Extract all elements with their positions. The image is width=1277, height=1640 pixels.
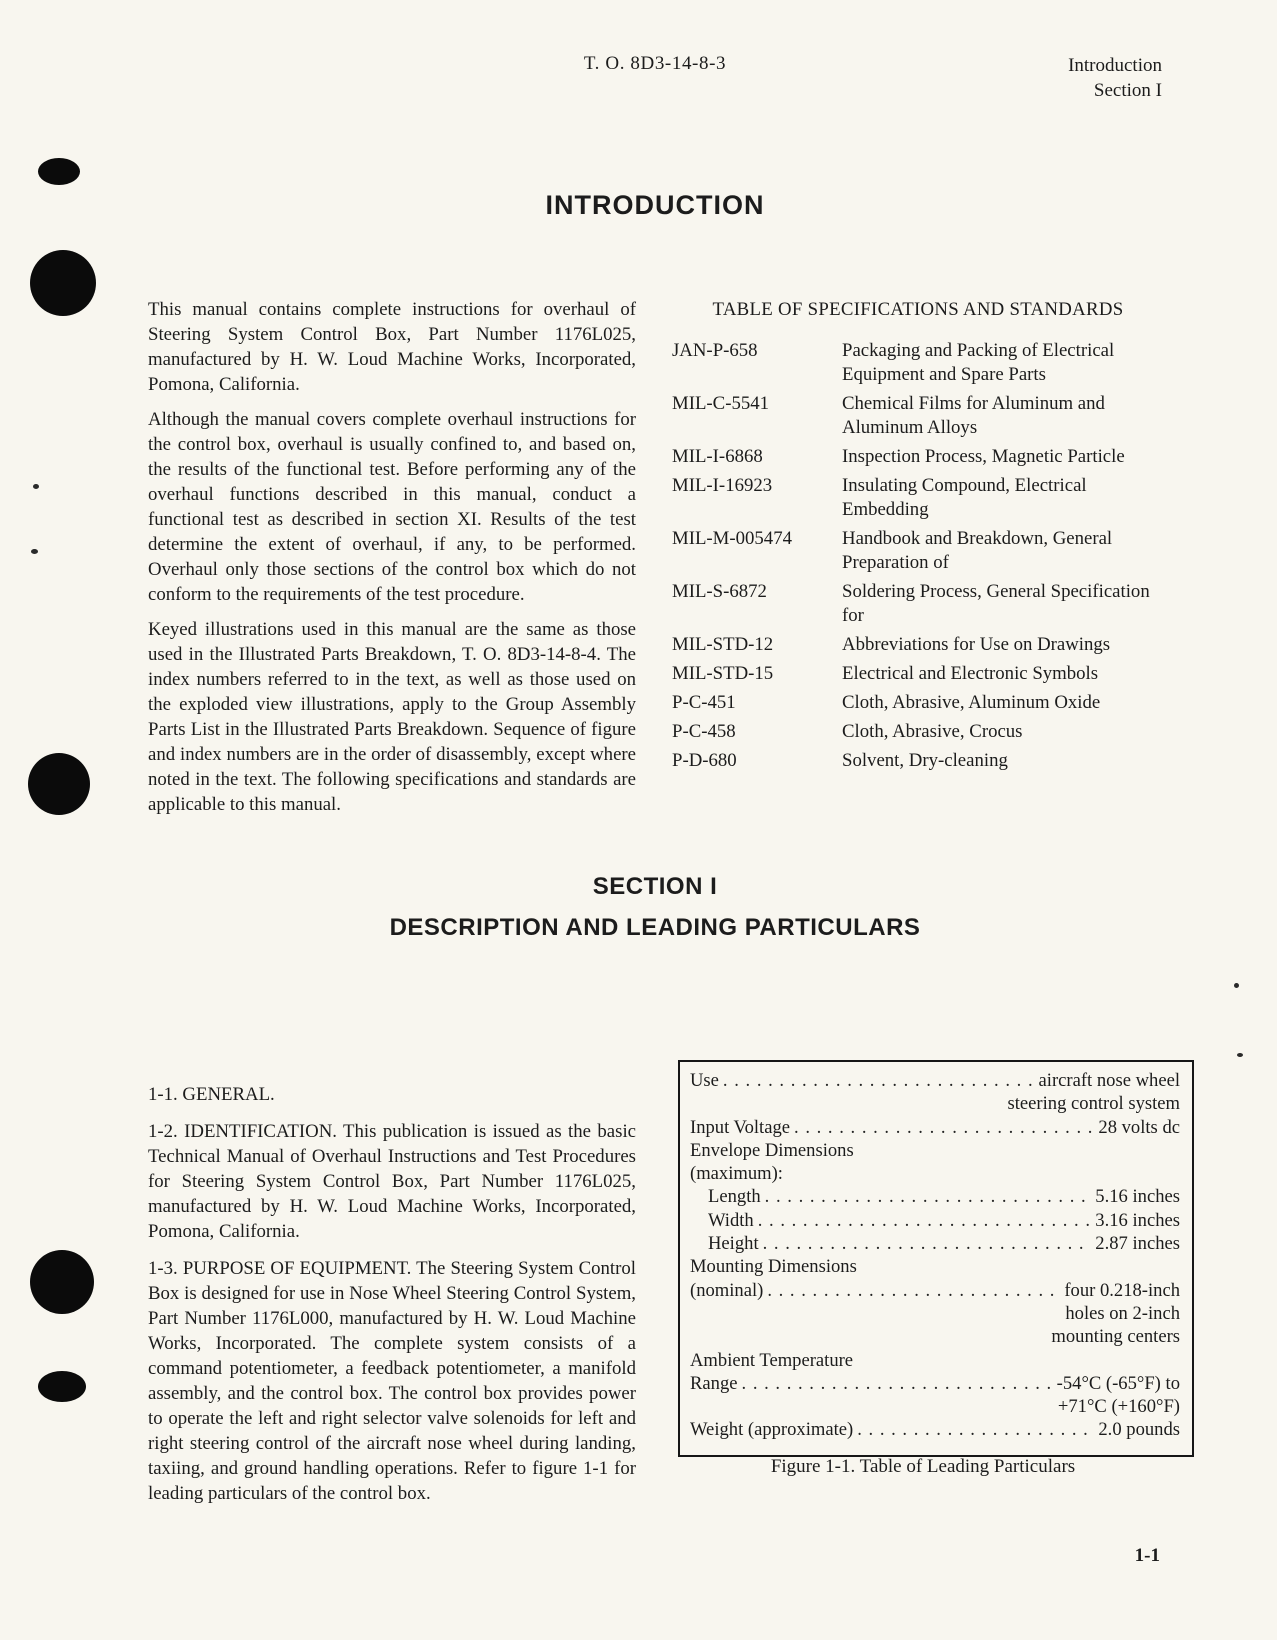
particular-row-height [690, 1232, 1180, 1255]
particular-value: 2.0 pounds [1098, 1419, 1180, 1441]
spec-description: Handbook and Breakdown, General Preparation of [842, 528, 1113, 573]
particular-label: (nominal) [690, 1279, 764, 1301]
dotted-leader [742, 1372, 1053, 1395]
spec-number: MIL-C-5541 [672, 393, 770, 414]
binder-hole-mark [30, 250, 96, 316]
section1-text-column [148, 1082, 636, 1518]
dotted-leader [765, 1185, 1092, 1208]
particular-label: Length [708, 1186, 761, 1208]
particular-row-nominal-cont [690, 1325, 1180, 1348]
dotted-leader [794, 1116, 1094, 1139]
particular-value: steering control system [1007, 1093, 1180, 1115]
section-title-heading: DESCRIPTION AND LEADING PARTICULARS [389, 914, 921, 941]
spec-description: Solvent, Dry-cleaning [842, 750, 1008, 771]
section-number-heading: SECTION I [592, 873, 718, 900]
header-section-label [1068, 53, 1162, 103]
particular-row-length [690, 1185, 1180, 1208]
spec-row [672, 691, 1164, 715]
spec-row [672, 339, 1164, 387]
dotted-leader [767, 1279, 1060, 1302]
spec-row [672, 392, 1164, 440]
leading-particulars-table [678, 1060, 1194, 1457]
particular-label: Height [708, 1233, 759, 1255]
intro-text-column [148, 297, 636, 827]
particular-row-envelope-dimensions [690, 1139, 1180, 1162]
spec-number: JAN-P-658 [672, 340, 758, 361]
particular-row-maximum [690, 1162, 1180, 1185]
spec-description: Inspection Process, Magnetic Particle [842, 446, 1125, 467]
paragraph-1-3-purpose: 1-3. PURPOSE OF EQUIPMENT. The Steering System Control Box is designed for use in Nose Wheel Steering Control System, Part Number 1176L000, manufactured by H. W. Loud Machine Works, Incorporated. The complete system consists of a command potentiometer, a feedback potentiometer, a manifold assembly, and the control box. The control box provides power to operate the left and right selector valve solenoids for left and right steering control of the aircraft nose wheel during landing, taxiing, and ground handling operations. Refer to figure 1-1 for leading particulars of the control box. [148, 1258, 636, 1504]
dotted-leader [857, 1418, 1094, 1441]
particular-label: Weight (approximate) [690, 1419, 854, 1441]
paragraph-1-2-identification: 1-2. IDENTIFICATION. This publication is issued as the basic Technical Manual of Overhaul Instructions and Test Procedures for Steering System Control Box, Part Number 1176L025, manufactured by H. W. Loud Machine Works, Incorporated, Pomona, California. [148, 1121, 636, 1242]
particular-row-width [690, 1209, 1180, 1232]
spec-description: Electrical and Electronic Symbols [842, 663, 1099, 684]
spec-number: MIL-I-6868 [672, 446, 763, 467]
particular-row-input-voltage [690, 1116, 1180, 1139]
spec-description: Soldering Process, General Specification for [842, 581, 1150, 626]
spec-number: P-C-451 [672, 692, 736, 713]
particular-value: -54°C (-65°F) to [1056, 1372, 1180, 1394]
spec-row [672, 633, 1164, 657]
binder-hole-mark [38, 158, 80, 185]
spec-row [672, 445, 1164, 469]
spec-row [672, 474, 1164, 522]
particular-row-range [690, 1372, 1180, 1395]
intro-paragraph: This manual contains complete instructions for overhaul of Steering System Control Box, Part Number 1176L025, manufactured by H. W. Loud Machine Works, Incorporated, Pomona, California. [148, 299, 636, 395]
spec-row [672, 749, 1164, 773]
page-number: 1-1 [1134, 1545, 1160, 1566]
particular-row-mounting-dimensions [690, 1255, 1180, 1278]
particular-label: (maximum): [690, 1163, 783, 1185]
intro-paragraph: Keyed illustrations used in this manual are the same as those used in the Illustrated Parts Breakdown, T. O. 8D3-14-8-4. The index numbers referred to in the text, as well as those used on the exploded view illustrations, apply to the Group Assembly Parts List in the Illustrated Parts Breakdown. Sequence of figure and index numbers are in the order of disassembly, except where noted in the text. The following specifications and standards are applicable to this manual. [148, 619, 636, 815]
particular-row-use-cont [690, 1092, 1180, 1115]
particular-row-nominal [690, 1279, 1180, 1302]
particular-row-weight [690, 1418, 1180, 1441]
section-heading [148, 873, 1162, 942]
particular-value: 2.87 inches [1095, 1233, 1180, 1255]
spec-number: MIL-STD-15 [672, 663, 774, 684]
particular-row-ambient-temperature [690, 1349, 1180, 1372]
spec-row [672, 720, 1164, 744]
spec-row [672, 662, 1164, 686]
particular-value: holes on 2-inch [1065, 1302, 1180, 1324]
spec-description: Cloth, Abrasive, Crocus [842, 721, 1023, 742]
figure-caption: Figure 1-1. Table of Leading Particulars [770, 1456, 1076, 1477]
spec-row [672, 580, 1164, 628]
particular-value: +71°C (+160°F) [1057, 1396, 1180, 1418]
header-section-i-label: Section I [1093, 80, 1162, 101]
spec-number: MIL-STD-12 [672, 634, 774, 655]
particular-value: 3.16 inches [1095, 1209, 1180, 1231]
spec-description: Packaging and Packing of Electrical Equipment and Spare Parts [842, 340, 1115, 385]
particular-value: mounting centers [1051, 1326, 1180, 1348]
spec-description: Cloth, Abrasive, Aluminum Oxide [842, 692, 1101, 713]
spec-description: Abbreviations for Use on Drawings [842, 634, 1111, 655]
specifications-table [672, 299, 1164, 778]
binder-hole-mark [30, 1250, 94, 1314]
spec-number: MIL-I-16923 [672, 475, 773, 496]
particular-value: four 0.218-inch [1064, 1279, 1180, 1301]
particular-label: Use [690, 1070, 719, 1091]
particular-row-range-cont [690, 1395, 1180, 1418]
technical-order-number: T. O. 8D3-14-8-3 [583, 53, 727, 74]
intro-paragraph: Although the manual covers complete overhaul instructions for the control box, overhaul is usually confined to, and based on, the results of the functional test. Before performing any of the overhaul functions described in this manual, conduct a functional test as described in section XI. Results of the test determine the extent of overhaul, if any, to be performed. Overhaul only those sections of the control box which do not conform to the requirements of the test procedure. [148, 409, 636, 605]
spec-number: P-C-458 [672, 721, 736, 742]
binder-hole-mark [38, 1371, 86, 1402]
scan-speck [1234, 983, 1239, 988]
scan-speck [31, 549, 38, 554]
particular-value: 28 volts dc [1098, 1116, 1180, 1138]
dotted-leader [758, 1209, 1092, 1232]
spec-number: MIL-S-6872 [672, 581, 767, 602]
scan-speck [33, 484, 39, 489]
header-introduction-label: Introduction [1068, 55, 1162, 76]
particular-row-use [690, 1069, 1180, 1092]
spec-description: Chemical Films for Aluminum and Aluminum Alloys [842, 393, 1105, 438]
specifications-table-title: TABLE OF SPECIFICATIONS AND STANDARDS [712, 299, 1124, 320]
particular-label: Envelope Dimensions [690, 1139, 854, 1161]
particular-label: Mounting Dimensions [690, 1256, 857, 1278]
page-title: INTRODUCTION [545, 190, 765, 220]
dotted-leader [723, 1069, 1035, 1092]
paragraph-1-1-general: 1-1. GENERAL. [148, 1084, 275, 1105]
particular-value: aircraft nose wheel [1038, 1070, 1180, 1091]
particular-row-nominal-cont [690, 1302, 1180, 1325]
binder-hole-mark [28, 753, 90, 815]
particular-label: Range [690, 1372, 738, 1394]
spec-number: MIL-M-005474 [672, 528, 792, 549]
spec-number: P-D-680 [672, 750, 737, 771]
particular-label: Input Voltage [690, 1116, 791, 1138]
particular-value: 5.16 inches [1095, 1186, 1180, 1208]
scan-speck [1237, 1053, 1243, 1057]
dotted-leader [763, 1232, 1092, 1255]
particular-label: Ambient Temperature [690, 1349, 854, 1371]
spec-row [672, 527, 1164, 575]
spec-description: Insulating Compound, Electrical Embedding [842, 475, 1087, 520]
particular-label: Width [708, 1209, 754, 1231]
